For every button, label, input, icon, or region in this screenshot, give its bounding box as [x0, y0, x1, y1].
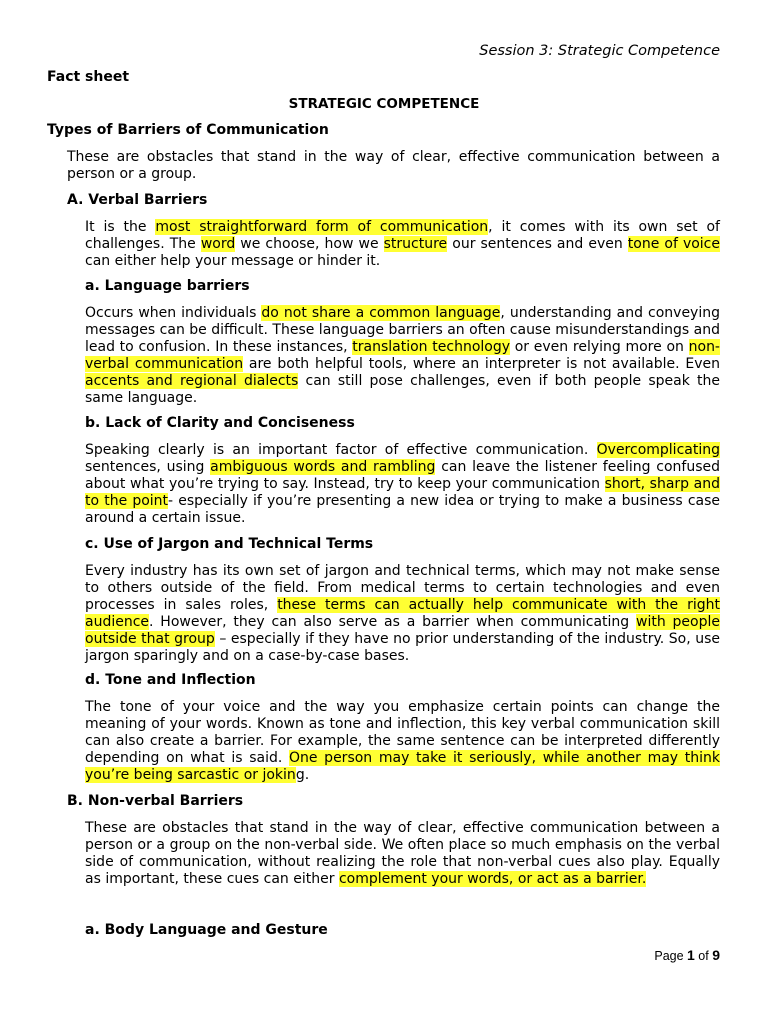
nonverbal-barriers-paragraph: These are obstacles that stand in the way of clear, effective communication between a person or a group on the non-verbal side. We often place so much emphasis on the verbal side of communication, without realizing the role that non-verbal cues also play. Equally as important, these cues can either complement your words, or act as a barrier. [85, 820, 720, 887]
of-word: of [694, 949, 713, 963]
language-barriers-paragraph: Occurs when individuals do not share a common language, understanding and conveying messages can be difficult. These language barriers an often cause misunderstandings and lead to confusion. In these instances, translation technology or even relying more on non-verbal communication are both helpful tools, where an interpreter is not available. Even accents and regional dialects can still pose challenges, even if both people speak the same language. [85, 305, 720, 406]
body-language-heading: a. Body Language and Gesture [85, 922, 328, 938]
highlighted-text: with people outside that group [85, 614, 721, 647]
highlighted-text: word [200, 236, 236, 252]
language-barriers-heading: a. Language barriers [85, 278, 250, 294]
intro-paragraph: These are obstacles that stand in the way of clear, effective communication between a person or a group. [67, 149, 720, 182]
verbal-barriers-heading: A. Verbal Barriers [67, 192, 208, 208]
highlighted-text: most straightforward form of communication [155, 219, 489, 235]
jargon-paragraph: Every industry has its own set of jargon and technical terms, which may not make sense to others outside of the field. From medical terms to certain technologies and even processes in sales roles, these terms can actually help communicate with the right audience. However, they can also serve as a barrier when communicating with people outside that group – especially if they have no prior understanding of the industry. So, use jargon sparingly and on a case-by-case bases. [85, 563, 721, 664]
jargon-heading: c. Use of Jargon and Technical Terms [85, 536, 374, 552]
highlighted-text: Overcomplicating [596, 442, 720, 458]
clarity-heading: b. Lack of Clarity and Conciseness [85, 415, 355, 431]
highlighted-text: accents and regional dialects [85, 373, 299, 389]
verbal-barriers-paragraph: It is the most straightforward form of communication, it comes with its own set of challenges. The word we choose, how we structure our sentences and even tone of voice can either help your message or hinder it. [85, 219, 720, 269]
highlighted-text: ambiguous words and rambling [210, 459, 436, 475]
tone-heading: d. Tone and Inflection [85, 672, 256, 688]
page-word: Page [654, 949, 688, 963]
highlighted-text: translation technology [352, 339, 511, 355]
highlighted-text: do not share a common language [261, 305, 501, 321]
session-header: Session 3: Strategic Competence [479, 43, 720, 59]
highlighted-text: structure [383, 236, 448, 252]
current-page-number: 1 [687, 947, 695, 963]
highlighted-text: tone of voice [627, 236, 720, 252]
clarity-paragraph: Speaking clearly is an important factor of effective communication. Overcomplicating sentences, using ambiguous words and rambling can leave the listener feeling confused about what you’re trying to say. Instead, try to keep your communication short, sharp and to the point- especially if you’re presenting a new idea or trying to make a business case around a certain issue. [85, 442, 721, 526]
highlighted-text: these terms can actually help communicate with the right audience [85, 597, 720, 630]
nonverbal-barriers-heading: B. Non-verbal Barriers [67, 793, 244, 809]
page-footer [654, 947, 720, 963]
section-heading: Types of Barriers of Communication [47, 122, 329, 138]
highlighted-text: One person may take it seriously, while another may think you’re being sarcastic or jokin [85, 750, 720, 783]
document-title: STRATEGIC COMPETENCE [288, 96, 480, 112]
fact-sheet-label: Fact sheet [47, 69, 130, 85]
highlighted-text: non-verbal communication [85, 339, 720, 372]
tone-paragraph: The tone of your voice and the way you emphasize certain points can change the meaning of your words. Known as tone and inflection, this key verbal communication skill can also create a barrier. For example, the same sentence can be interpreted differently depending on what is said. One person may take it seriously, while another may think you’re being sarcastic or joking. [85, 699, 720, 783]
highlighted-text: complement your words, or act as a barrier. [338, 871, 647, 887]
total-pages-number: 9 [712, 947, 720, 963]
highlighted-text: short, sharp and to the point [85, 476, 720, 509]
